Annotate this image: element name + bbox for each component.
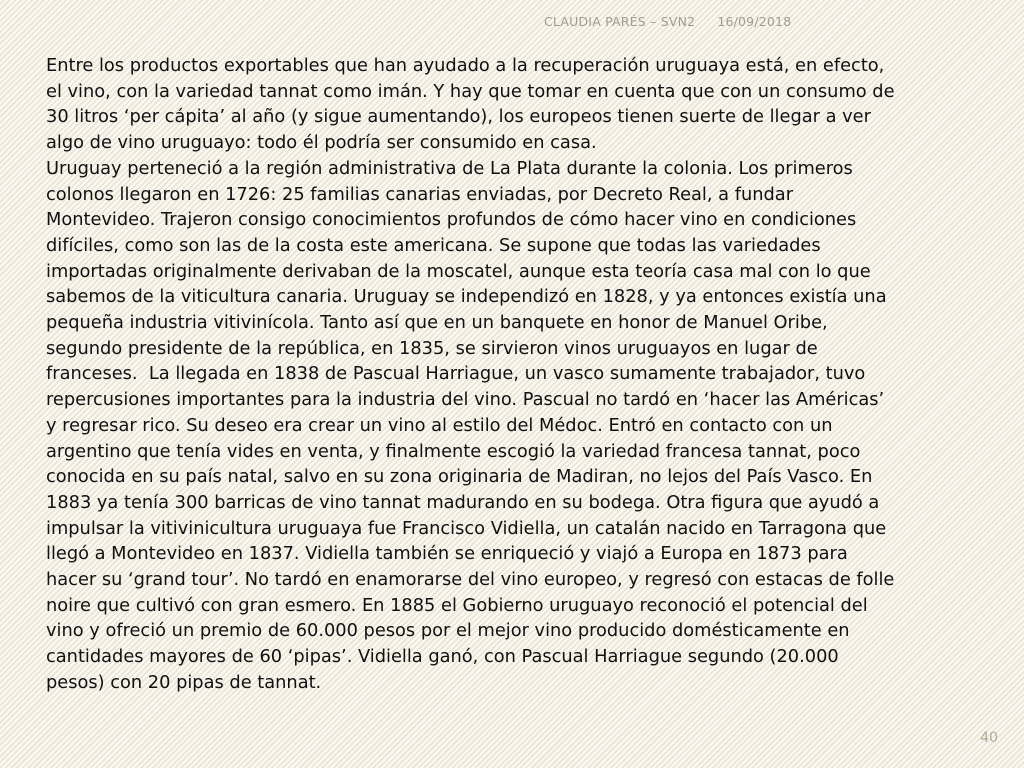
slide-header (544, 14, 791, 29)
page-number: 40 (980, 730, 998, 746)
header-date: 16/09/2018 (717, 14, 792, 29)
header-author: CLAUDIA PARÉS – SVN2 (544, 14, 696, 29)
slide-body-text: Entre los productos exportables que han ayudado a la recuperación uruguaya está, en efecto, el vino, con la variedad tannat como imán. Y hay que tomar en cuenta que con un consumo de 30 litros ‘per cápita’ al año (y sigue aumentando), los europeos tienen suerte de llegar a ver algo de vino uruguayo: todo él podría ser consumido en casa. Uruguay perteneció a la región administrativa de La Plata durante la colonia. Los primeros colonos llegaron en 1726: 25 familias canarias enviadas, por Decreto Real, a fundar Montevideo. Trajeron consigo conocimientos profundos de cómo hacer vino en condiciones difíciles, como son las de la costa este americana. Se supone que todas las variedades importadas originalmente derivaban de la moscatel, aunque esta teoría casa mal con lo que sabemos de la viticultura canaria. Uruguay se independizó en 1828, y ya entonces existía una pequeña industria vitivinícola. Tanto así que en un banquete en honor de Manuel Oribe, segundo presidente de la república, en 1835, se sirvieron vinos uruguayos en lugar de franceses. La llegada en 1838 de Pascual Harriague, un vasco sumamente trabajador, tuvo repercusiones importantes para la industria del vino. Pascual no tardó en ‘hacer las Américas’ y regresar rico. Su deseo era crear un vino al estilo del Médoc. Entró en contacto con un argentino que tenía vides en venta, y finalmente escogió la variedad francesa tannat, poco conocida en su país natal, salvo en su zona originaria de Madiran, no lejos del País Vasco. En 1883 ya tenía 300 barricas de vino tannat madurando en su bodega. Otra figura que ayudó a impulsar la vitivinicultura uruguaya fue Francisco Vidiella, un catalán nacido en Tarragona que llegó a Montevideo en 1837. Vidiella también se enriqueció y viajó a Europa en 1873 para hacer su ‘grand tour’. No tardó en enamorarse del vino europeo, y regresó con estacas de folle noire que cultivó con gran esmero. En 1885 el Gobierno uruguayo reconoció el potencial del vino y ofreció un premio de 60.000 pesos por el mejor vino producido domésticamente en cantidades mayores de 60 ‘pipas’. Vidiella ganó, con Pascual Harriague segundo (20.000 pesos) con 20 pipas de tannat. (46, 55, 895, 693)
